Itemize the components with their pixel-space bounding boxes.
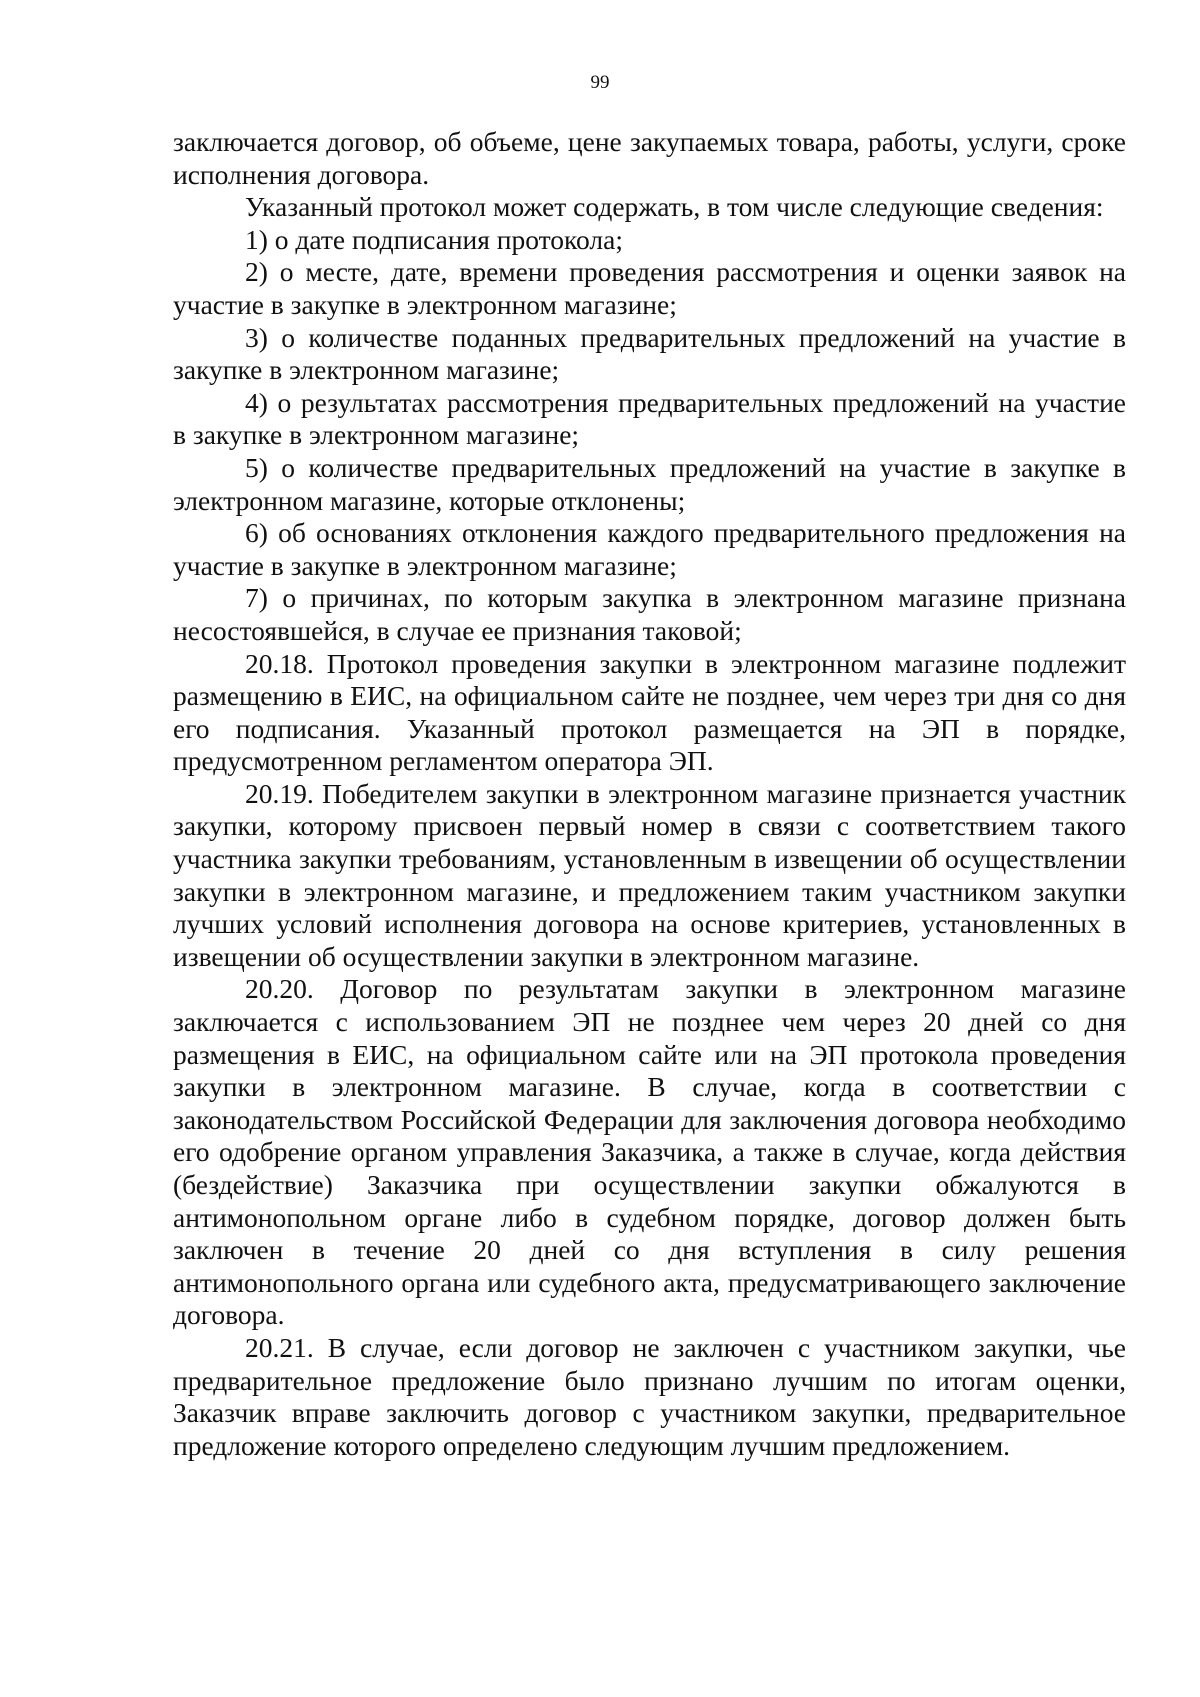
list-item-6: 6) об основаниях отклонения каждого предварительного предложения на участие в закупке в электронном магазине; — [173, 517, 1126, 581]
document-body — [173, 126, 1126, 1462]
list-item-1: 1) о дате подписания протокола; — [245, 223, 623, 255]
clause-20-19: 20.19. Победителем закупки в электронном магазине признается участник закупки, которому присвоен первый номер в связи с соответствием такого участника закупки требованиям, установленным в извещении об осуществлении закупки в электронном магазине, и предложением таким участником закупки лучших условий исполнения договора на основе критериев, установленных в извещении об осуществлении закупки в электронном магазине. — [173, 777, 1126, 972]
clause-20-21: 20.21. В случае, если договор не заключен с участником закупки, чье предварительное предложение было признано лучшим по итогам оценки, Заказчик вправе заключить договор с участником закупки, предварительное предложение которого определено следующим лучшим предложением. — [173, 1331, 1126, 1461]
list-item-3: 3) о количестве поданных предварительных предложений на участие в закупке в электронном магазине; — [173, 321, 1126, 386]
page-number: 99 — [590, 72, 610, 93]
list-item-7: 7) о причинах, по которым закупка в электронном магазине признана несостоявшейся, в случае ее признания таковой; — [173, 582, 1126, 646]
list-item-2: 2) о месте, дате, времени проведения рассмотрения и оценки заявок на участие в закупке в электронном магазине; — [173, 256, 1126, 320]
clause-20-18: 20.18. Протокол проведения закупки в электронном магазине подлежит размещению в ЕИС, на официальном сайте не позднее, чем через три дня со дня его подписания. Указанный протокол размещается на ЭП в порядке, предусмотренном регламентом оператора ЭП. — [173, 647, 1126, 777]
paragraph-protocol-contents: Указанный протокол может содержать, в том числе следующие сведения: — [245, 191, 1104, 223]
list-item-4: 4) о результатах рассмотрения предварительных предложений на участие в закупке в электронном магазине; — [173, 386, 1126, 451]
clause-20-20: 20.20. Договор по результатам закупки в электронном магазине заключается с использованием ЭП не позднее чем через 20 дней со дня размещения в ЕИС, на официальном сайте или на ЭП протокола проведения закупки в электронном магазине. В случае, когда в соответствии с законодательством Российской Федерации для заключения договора необходимо его одобрение органом управления Заказчика, а также в случае, когда действия (бездействие) Заказчика при осуществлении закупки обжалуются в антимонопольном органе либо в судебном порядке, договор должен быть заключен в течение 20 дней со дня вступления в силу решения антимонопольного органа или судебного акта, предусматривающего заключение договора. — [173, 973, 1126, 1331]
list-item-5: 5) о количестве предварительных предложений на участие в закупке в электронном магазине, которые отклонены; — [173, 451, 1126, 516]
paragraph-continuation: заключается договор, об объеме, цене закупаемых товара, работы, услуги, сроке исполнения договора. — [173, 126, 1126, 190]
